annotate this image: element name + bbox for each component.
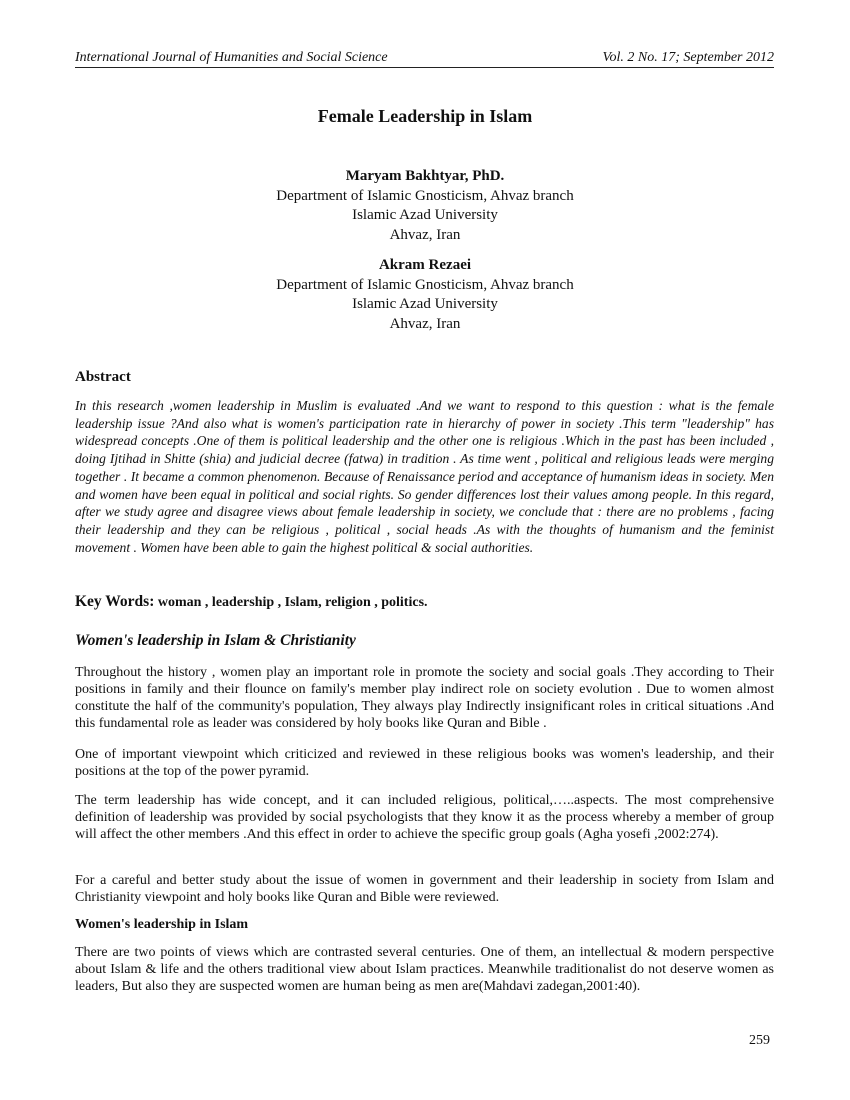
author-location: Ahvaz, Iran: [389, 315, 461, 332]
author-block-2: [0, 256, 850, 334]
keywords-value: woman , leadership , Islam, religion , politics.: [157, 595, 428, 610]
author-department: Department of Islamic Gnosticism, Ahvaz branch: [276, 187, 574, 204]
abstract-text: In this research ,women leadership in Muslim is evaluated .And we want to respond to this question : what is the female leadership issue ?And also what is women's participation rate in hierarchy of power in society .This term "leadership" has widespread concepts .One of them is political leadership and the other one is religious .Which in the past has been included , doing Ijtihad in Shitte (shia) and judicial decree (fatwa) in tradition . As time went , political and religious leads were merging together . It became a common phenomenon. Because of Renaissance period and acceptance of humanism ideas in society. Men and women have been equal in political and social rights. So gender differences lost their values among people. In this regard, after we study agree and disagree views about female leadership in society, we conclude that : there are no problems , facing their leadership and they can be religious , political , social heads .As with the thoughts of humanism and the feminist movement . Women have been able to gain the highest political & social authorities.: [75, 398, 774, 555]
body-paragraph: There are two points of views which are contrasted several centuries. One of them, an intellectual & modern perspective about Islam & life and the others traditional view about Islam practices. Meanwhile traditionalist do not deserve women as leaders, But also they are suspected women are human being as men are(Mahdavi zadegan,2001:40).: [75, 945, 774, 994]
keywords: [75, 593, 774, 611]
paper-title: Female Leadership in Islam: [317, 106, 533, 126]
author-block-1: [0, 167, 850, 245]
body-paragraph: The term leadership has wide concept, and it can included religious, political,…..aspects. The most comprehensive definition of leadership was provided by social psychologists that they know it as the process whereby a member of group will affect the other members .And this effect in order to achieve the specific group goals (Agha yosefi ,2002:274).: [75, 793, 774, 842]
body-paragraph: Throughout the history , women play an important role in promote the society and social goals .They according to Their positions in family and their flounce on family's member play indirect role on society evolution . Due to women almost constitute the half of the community's population, They always play Indirectly insignificant roles in critical situations .And this fundamental role as leader was considered by holy books like Quran and Bible .: [75, 665, 774, 731]
abstract-heading: Abstract: [75, 369, 131, 385]
keywords-label: Key Words:: [75, 593, 155, 610]
journal-name: International Journal of Humanities and Social Science: [75, 50, 388, 65]
author-location: Ahvaz, Iran: [389, 226, 461, 243]
author-university: Islamic Azad University: [352, 207, 498, 223]
subsection-heading: Women's leadership in Islam: [75, 917, 249, 932]
author-name: Maryam Bakhtyar, PhD.: [345, 168, 505, 184]
section-heading: Women's leadership in Islam & Christianity: [75, 632, 356, 649]
author-university: Islamic Azad University: [352, 296, 498, 312]
body-paragraph: One of important viewpoint which criticized and reviewed in these religious books was women's leadership, and their positions at the top of the power pyramid.: [75, 747, 774, 779]
page-number: 259: [749, 1033, 770, 1048]
author-department: Department of Islamic Gnosticism, Ahvaz branch: [276, 276, 574, 293]
author-name: Akram Rezaei: [378, 257, 472, 273]
body-paragraph: For a careful and better study about the issue of women in government and their leadership in society from Islam and Christianity viewpoint and holy books like Quran and Bible were reviewed.: [75, 873, 774, 905]
issue-info: Vol. 2 No. 17; September 2012: [602, 50, 774, 65]
running-header: [75, 50, 774, 68]
